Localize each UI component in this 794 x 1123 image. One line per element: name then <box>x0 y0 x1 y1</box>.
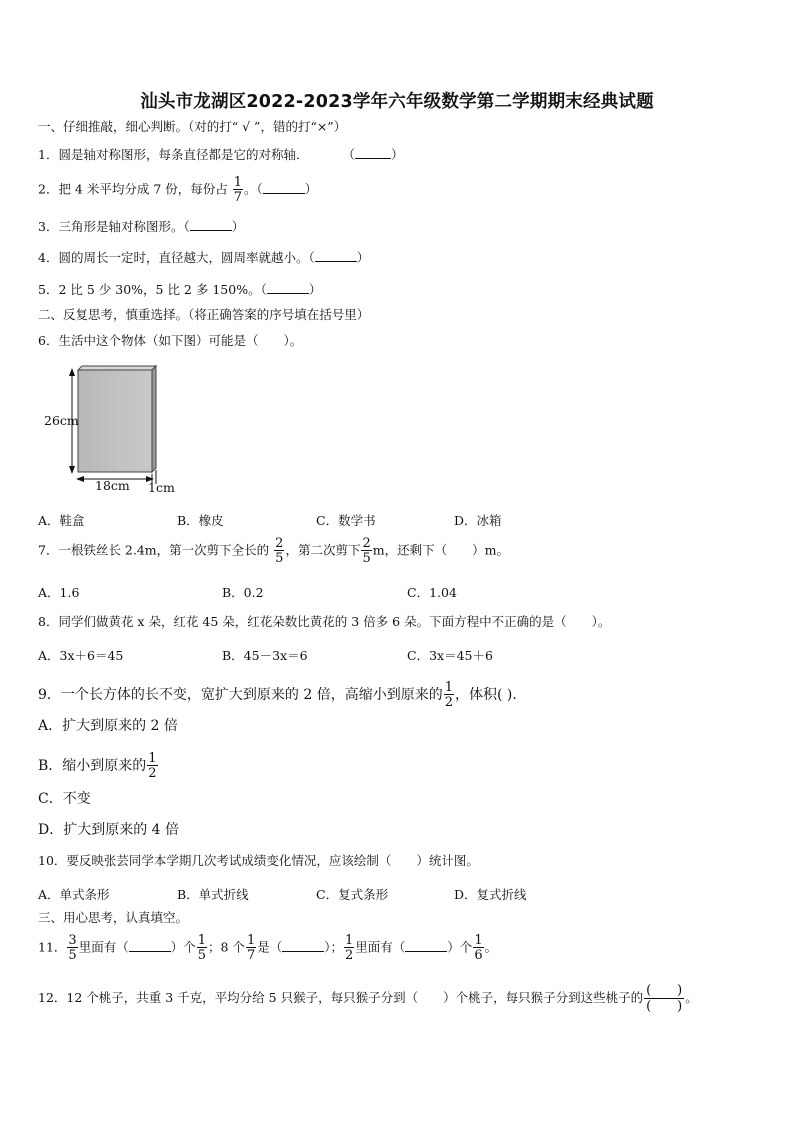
question-6: 6．生活中这个物体（如下图）可能是（ ）。 <box>38 333 303 348</box>
question-1-close-paren: ） <box>390 147 404 162</box>
q9-option-d[interactable]: D．扩大到原来的 4 倍 <box>38 822 180 838</box>
fraction-numerator: 1 <box>246 933 256 948</box>
question-12-end: 。 <box>685 990 698 1005</box>
question-9-prefix: 9．一个长方体的长不变，宽扩大到原来的 2 倍，高缩小到原来的 <box>38 687 443 703</box>
fraction-numerator: 1 <box>233 175 243 190</box>
question-1 <box>38 147 403 163</box>
fraction-one-seventh <box>246 934 256 962</box>
fraction-blank-numerator[interactable]: ( ) <box>646 983 683 998</box>
q6-option-d[interactable]: D．冰箱 <box>454 513 502 528</box>
question-12-text: 12．12 个桃子，共重 3 千克，平均分给 5 只猴子，每只猴子分到（ ）个桃子，每只猴子分到这些桃子的 <box>38 990 644 1005</box>
fraction-blank[interactable] <box>644 984 684 1013</box>
answer-blank-11c[interactable] <box>405 940 447 952</box>
fraction-numerator: 1 <box>444 680 453 695</box>
q8-option-c[interactable]: C．3x＝45＋6 <box>407 648 493 663</box>
q7-option-b[interactable]: B．0.2 <box>222 585 264 600</box>
q7-option-c[interactable]: C．1.04 <box>407 585 457 600</box>
question-7 <box>38 537 509 565</box>
question-1-text: 1．圆是轴对称图形，每条直径都是它的对称轴． <box>38 147 309 162</box>
q9-option-c[interactable]: C．不变 <box>38 791 91 807</box>
q6-option-a[interactable]: A．鞋盒 <box>38 513 85 528</box>
q9-option-b[interactable] <box>38 752 159 780</box>
question-7-prefix: 7．一根铁丝长 2.4m，第一次剪下全长的 <box>38 542 270 558</box>
question-5-text: 5．2 比 5 少 30%，5 比 2 多 150%。（ <box>38 282 267 297</box>
fraction-one-half <box>147 752 157 780</box>
question-11-text-4c: ）个 <box>447 939 473 955</box>
question-2 <box>38 176 317 204</box>
q10-option-c[interactable]: C．复式条形 <box>316 887 389 902</box>
book-figure <box>40 362 190 498</box>
height-label: 26cm <box>44 413 79 428</box>
height-arrow-head-bottom <box>69 466 75 474</box>
section-3-heading: 三、用心思考，认真填空。 <box>38 910 189 925</box>
book-front-face <box>78 370 152 472</box>
answer-blank-1[interactable] <box>355 147 391 159</box>
fraction-numerator: 1 <box>197 933 206 948</box>
q9-option-a[interactable]: A．扩大到原来的 2 倍 <box>38 718 178 734</box>
question-5-close-paren: ） <box>308 282 322 297</box>
q8-option-b[interactable]: B．45－3x＝6 <box>222 648 308 663</box>
fraction-two-fifths-b <box>361 537 371 565</box>
question-11-text-1: 里面有（ <box>78 939 129 955</box>
fraction-three-fifths <box>67 934 77 962</box>
fraction-blank-denominator[interactable]: ( ) <box>646 999 683 1014</box>
q10-option-a[interactable]: A．单式条形 <box>38 887 110 902</box>
fraction-numerator: 2 <box>362 536 371 551</box>
question-3-close-paren: ） <box>231 219 245 234</box>
question-1-open-paren: （ <box>342 147 355 162</box>
fraction-denominator: 2 <box>148 766 157 781</box>
q6-option-c[interactable]: C．数学书 <box>316 513 376 528</box>
fraction-one-fifth <box>197 934 207 962</box>
fraction-denominator: 7 <box>233 190 243 205</box>
fraction-numerator: 3 <box>68 933 77 948</box>
fraction-denominator: 5 <box>197 948 206 963</box>
section-1-heading: 一、仔细推敲，细心判断。（对的打“ √ ”，错的打“×”） <box>38 119 347 134</box>
question-2-close-paren: ） <box>304 181 318 197</box>
width-label: 18cm <box>95 478 130 493</box>
fraction-denominator: 6 <box>474 948 483 963</box>
answer-blank-11b[interactable] <box>282 940 324 952</box>
fraction-denominator: 2 <box>444 695 453 710</box>
question-3 <box>38 219 244 235</box>
fraction-one-seventh <box>233 176 243 204</box>
answer-blank-3[interactable] <box>190 219 232 231</box>
fraction-two-fifths-a <box>274 537 284 565</box>
question-10: 10．要反映张芸同学本学期几次考试成绩变化情况，应该绘制（ ）统计图。 <box>38 853 479 868</box>
book-side-face <box>152 366 156 472</box>
fraction-one-half <box>344 934 354 962</box>
question-11-text-3c: ）； <box>324 939 343 955</box>
question-11-text-4: 里面有（ <box>355 939 406 955</box>
question-4-close-paren: ） <box>356 250 370 265</box>
fraction-numerator: 1 <box>345 933 354 948</box>
question-4-text: 4．圆的周长一定时，直径越大，圆周率就越小。（ <box>38 250 315 265</box>
fraction-numerator: 1 <box>474 933 483 948</box>
question-11-text-3: 是（ <box>257 939 283 955</box>
question-11-label: 11． <box>38 939 67 955</box>
question-11-text-2: ；8 个 <box>208 939 245 955</box>
question-7-suffix: m，还剩下（ ）m。 <box>372 542 509 558</box>
width-arrow-head-left <box>76 476 84 482</box>
height-arrow-head-top <box>69 368 75 376</box>
q8-option-a[interactable]: A．3x＋6＝45 <box>38 648 124 663</box>
fraction-one-sixth <box>473 934 483 962</box>
question-7-middle: ，第二次剪下 <box>285 542 361 558</box>
answer-blank-5[interactable] <box>267 282 309 294</box>
answer-blank-11a[interactable] <box>129 940 171 952</box>
page-title: 汕头市龙湖区2022-2023学年六年级数学第二学期期末经典试题 <box>140 92 654 112</box>
q10-option-d[interactable]: D．复式折线 <box>454 887 527 902</box>
section-2-heading: 二、反复思考，慎重选择。（将正确答案的序号填在括号里） <box>38 307 370 322</box>
fraction-denominator: 5 <box>275 551 284 566</box>
book-top-face <box>78 366 156 370</box>
question-11-text-5: 。 <box>484 939 498 955</box>
fraction-numerator: 1 <box>148 751 157 766</box>
q7-option-a[interactable]: A．1.6 <box>38 585 80 600</box>
fraction-denominator: 5 <box>362 551 371 566</box>
q9-option-b-text: B．缩小到原来的 <box>38 758 147 774</box>
fraction-denominator: 7 <box>246 948 256 963</box>
question-5 <box>38 282 321 298</box>
depth-label: 1cm <box>148 480 175 495</box>
fraction-denominator: 5 <box>68 948 77 963</box>
question-4 <box>38 250 369 266</box>
answer-blank-4[interactable] <box>315 250 357 262</box>
question-11 <box>38 934 497 962</box>
question-2-prefix: 2．把 4 米平均分成 7 份，每份占 <box>38 181 228 197</box>
q6-option-b[interactable]: B．橡皮 <box>177 513 224 528</box>
q10-option-b[interactable]: B．单式折线 <box>177 887 249 902</box>
question-2-suffix: 。（ <box>244 181 263 197</box>
fraction-one-half <box>444 681 454 709</box>
fraction-numerator: 2 <box>275 536 284 551</box>
question-9 <box>38 681 517 709</box>
question-9-suffix: ，体积( ). <box>455 687 517 703</box>
question-8: 8．同学们做黄花 x 朵，红花 45 朵，红花朵数比黄花的 3 倍多 6 朵。下面方程中不正确的是（ ）。 <box>38 614 611 629</box>
question-11-text-1c: ）个 <box>170 939 196 955</box>
answer-blank-2[interactable] <box>263 182 305 194</box>
fraction-denominator: 2 <box>345 948 354 963</box>
question-12 <box>38 984 698 1013</box>
question-3-text: 3．三角形是轴对称图形。（ <box>38 219 190 234</box>
